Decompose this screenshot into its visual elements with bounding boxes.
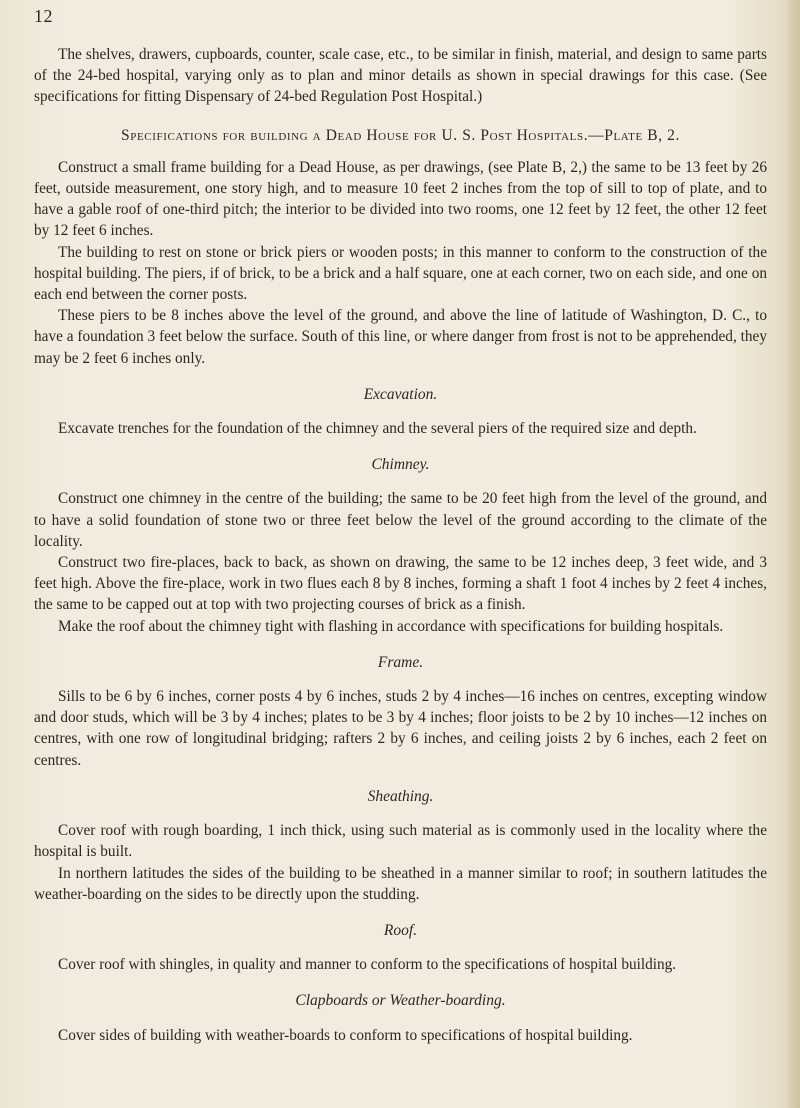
clapboards-paragraph: Cover sides of building with weather-boards to conform to specifications of hospital building. [58, 1026, 633, 1044]
section-heading-frame: Frame. [377, 653, 424, 671]
specification-heading: Specifications for building a Dead House for U. S. Post Hospitals.—Plate B, 2. [121, 126, 680, 144]
section-heading-clapboards: Clapboards or Weather-boarding. [295, 992, 506, 1010]
page-body [34, 44, 767, 1046]
chimney-paragraph: Construct two fire-places, back to back, as shown on drawing, the same to be 12 inches deep, 3 feet wide, and 3 feet high. Above the fire-place, work in two flues each 8 by 8 inches, forming a shaft 1 foot 4 inches by 2 feet 4 inches, the same to be capped out at top with two projecting courses of brick as a finish. [34, 554, 767, 614]
spec-paragraph-piers: The building to rest on stone or brick piers or wooden posts; in this manner to conform to the construction of the hospital building. The piers, if of brick, to be a brick and a half square, one at each corner, two on each side, and one on each end between the corner posts. [34, 243, 767, 304]
spec-paragraph-foundation: These piers to be 8 inches above the level of the ground, and above the line of latitude of Washington, D. C., to have a foundation 3 feet below the surface. South of this line, or where danger from frost is not to be apprehended, they may be 2 feet 6 inches only. [34, 307, 767, 367]
chimney-paragraph: Construct one chimney in the centre of the building; the same to be 20 feet high from the level of the ground, and to have a solid foundation of stone two or three feet below the level of the ground according to the climate of the locality. [34, 490, 767, 550]
chimney-paragraph: Make the roof about the chimney tight with flashing in accordance with specifications for building hospitals. [58, 617, 724, 635]
intro-paragraph: The shelves, drawers, cupboards, counter, scale case, etc., to be similar in finish, material, and design to same parts of the 24-bed hospital, varying only as to plan and minor details as shown in special drawings for this case. (See specifications for fitting Dispensary of 24-bed Regulation Post Hospital.) [34, 46, 767, 106]
section-heading-roof: Roof. [383, 921, 418, 939]
spec-paragraph-dimensions: Construct a small frame building for a Dead House, as per drawings, (see Plate B, 2,) the same to be 13 feet by 26 feet, outside measurement, one story high, and to measure 10 feet 2 inches from the top of sill to top of plate, and to have a gable roof of one-third pitch; the interior to be divided into two rooms, one 12 feet by 12 feet, the other 12 feet by 12 feet 6 inches. [34, 158, 767, 240]
sheathing-paragraph: Cover roof with rough boarding, 1 inch thick, using such material as is commonly used in the locality where the hospital is built. [34, 822, 767, 861]
section-heading-chimney: Chimney. [371, 456, 430, 474]
page-edge-shadow [786, 0, 800, 1108]
page-number: 12 [34, 6, 53, 26]
excavation-paragraph: Excavate trenches for the foundation of the chimney and the several piers of the required size and depth. [58, 420, 697, 438]
section-heading-sheathing: Sheathing. [367, 787, 434, 805]
frame-paragraph: Sills to be 6 by 6 inches, corner posts 4 by 6 inches, studs 2 by 4 inches—16 inches on centres, excepting window and door studs, which will be 3 by 4 inches; plates to be 3 by 4 inches; floor joists to be 2 by 10 inches—12 inches on centres, with one row of longitudinal bridging; rafters 2 by 6 inches, and ceiling joists 2 by 6 inches, each 2 feet on centres. [34, 688, 767, 769]
section-heading-excavation: Excavation. [363, 385, 438, 403]
roof-paragraph: Cover roof with shingles, in quality and manner to conform to the specifications of hospital building. [58, 956, 677, 974]
sheathing-paragraph: In northern latitudes the sides of the building to be sheathed in a manner similar to roof; in southern latitudes the weather-boarding on the sides to be directly upon the studding. [34, 864, 767, 903]
